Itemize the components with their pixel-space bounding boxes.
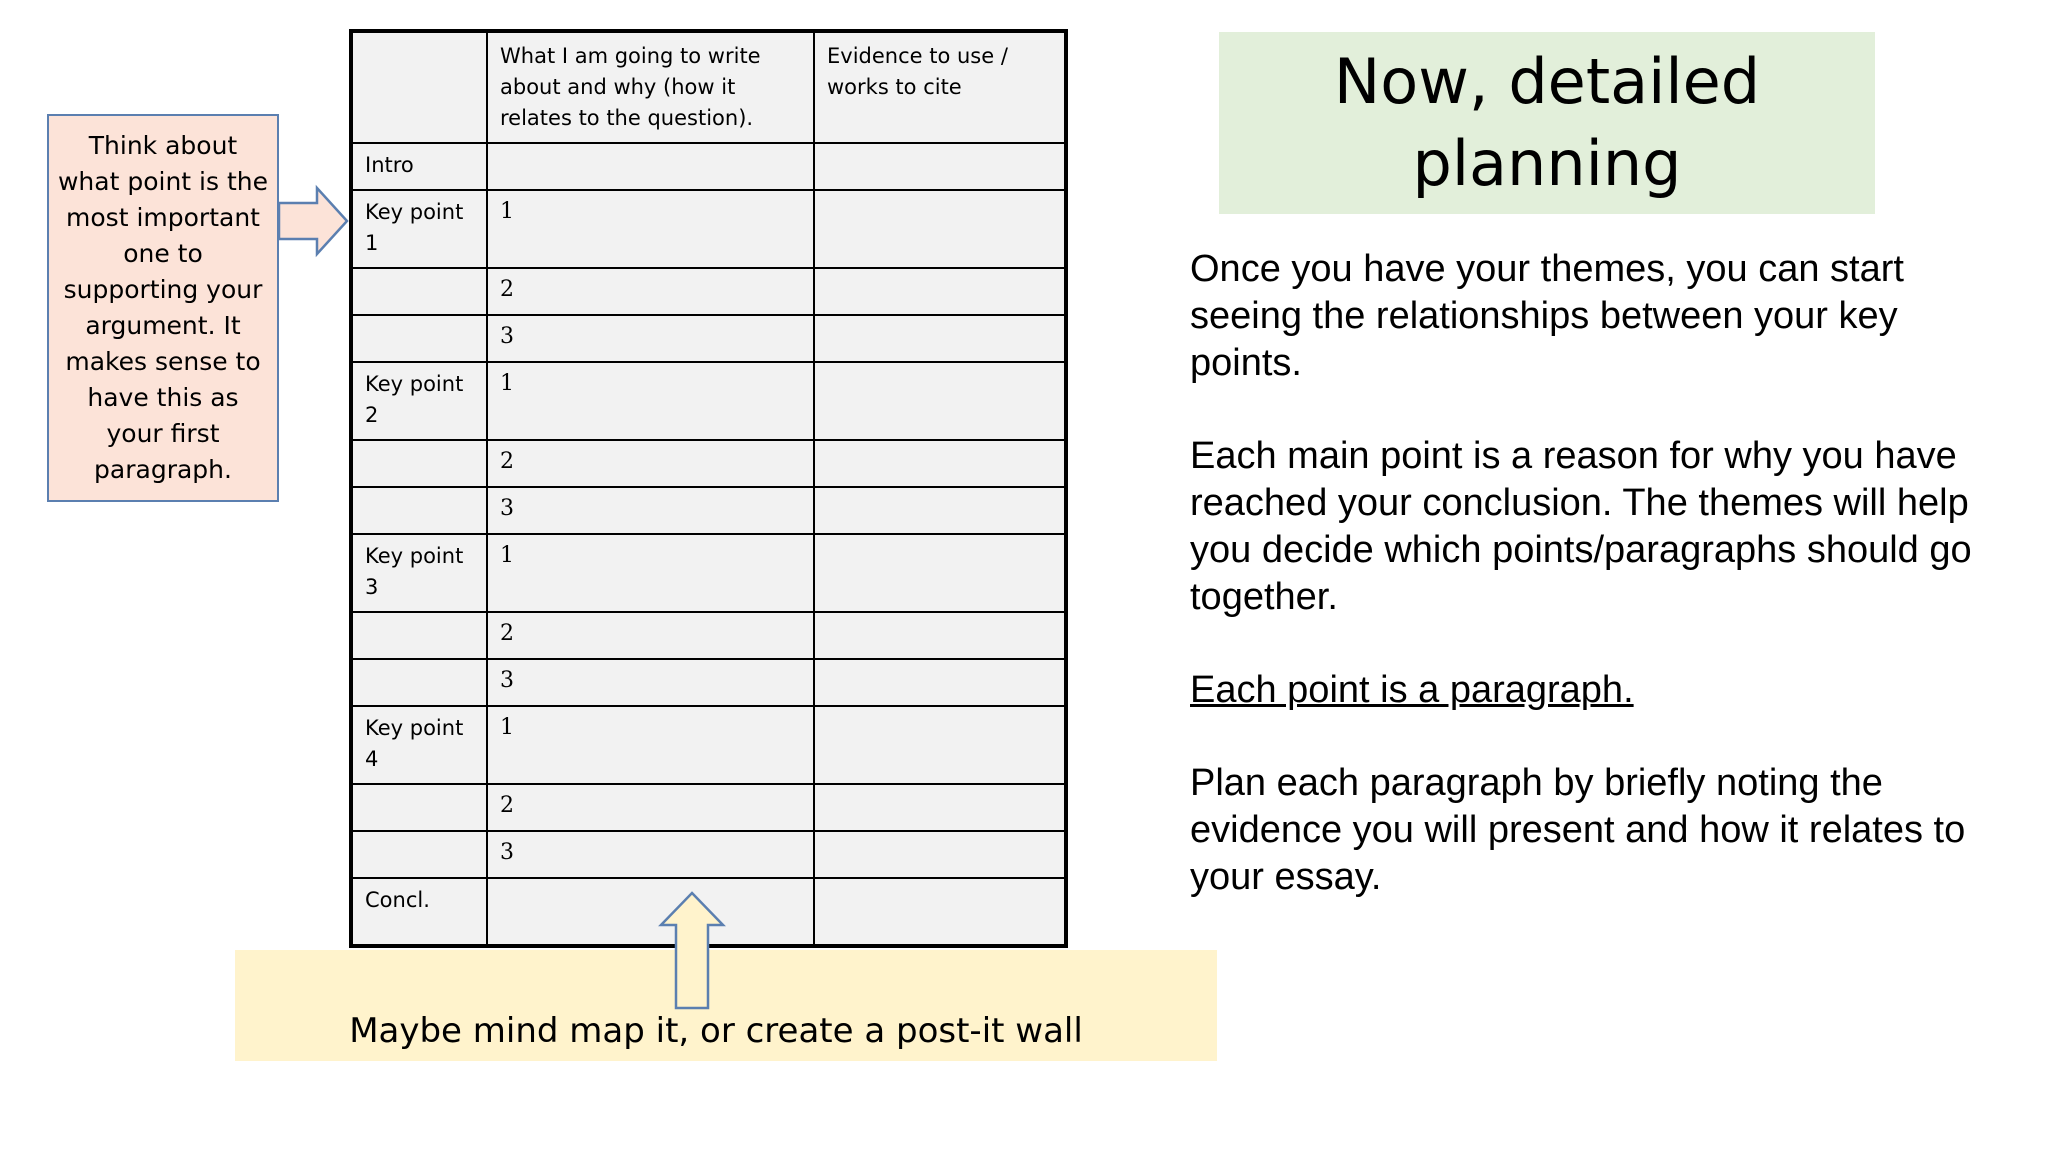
evidence-cell <box>814 659 1066 706</box>
row-number: 1 <box>487 706 814 784</box>
table-row <box>351 706 1066 784</box>
evidence-cell <box>814 190 1066 268</box>
row-number <box>487 878 814 946</box>
body-paragraph: Each main point is a reason for why you have reached your conclusion. The themes will help you decide which points/paragraphs should go together. <box>1190 435 1972 618</box>
table-row <box>351 612 1066 659</box>
row-label: Intro <box>351 143 487 190</box>
row-number: 1 <box>487 190 814 268</box>
evidence-cell <box>814 440 1066 487</box>
table-row <box>351 143 1066 190</box>
row-number: 3 <box>487 315 814 362</box>
evidence-cell <box>814 315 1066 362</box>
evidence-cell <box>814 268 1066 315</box>
table-header-row <box>351 31 1066 143</box>
row-label: Key point 4 <box>351 706 487 784</box>
body-paragraph: Once you have your themes, you can start seeing the relationships between your key points. <box>1190 248 1904 384</box>
table-row <box>351 534 1066 612</box>
title-box <box>1219 32 1875 214</box>
body-paragraph-underlined: Each point is a paragraph. <box>1190 669 1634 711</box>
header-cell-evidence: Evidence to use / works to cite <box>814 31 1066 143</box>
row-number: 2 <box>487 268 814 315</box>
evidence-cell <box>814 878 1066 946</box>
row-number: 2 <box>487 784 814 831</box>
table-row <box>351 487 1066 534</box>
row-label <box>351 784 487 831</box>
evidence-cell <box>814 612 1066 659</box>
header-cell-blank <box>351 31 487 143</box>
row-number: 2 <box>487 612 814 659</box>
table-row <box>351 315 1066 362</box>
row-label: Key point 2 <box>351 362 487 440</box>
callout-box <box>47 114 279 502</box>
row-label <box>351 659 487 706</box>
row-number <box>487 143 814 190</box>
row-number: 1 <box>487 534 814 612</box>
evidence-cell <box>814 831 1066 878</box>
table-row <box>351 440 1066 487</box>
row-number: 2 <box>487 440 814 487</box>
table-row <box>351 831 1066 878</box>
row-label <box>351 268 487 315</box>
evidence-cell <box>814 362 1066 440</box>
mindmap-band <box>235 950 1217 1061</box>
evidence-cell <box>814 487 1066 534</box>
row-label <box>351 487 487 534</box>
evidence-cell <box>814 534 1066 612</box>
row-number: 3 <box>487 487 814 534</box>
page-title: Now, detailed planning <box>1333 45 1761 200</box>
evidence-cell <box>814 784 1066 831</box>
table-row <box>351 362 1066 440</box>
evidence-cell <box>814 143 1066 190</box>
body-paragraph: Plan each paragraph by briefly noting the evidence you will present and how it relates to your essay. <box>1190 762 1966 898</box>
row-label: Concl. <box>351 878 487 946</box>
row-label <box>351 315 487 362</box>
row-label <box>351 612 487 659</box>
evidence-cell <box>814 706 1066 784</box>
table-row <box>351 268 1066 315</box>
table-row <box>351 784 1066 831</box>
row-number: 1 <box>487 362 814 440</box>
table-row <box>351 659 1066 706</box>
body-text <box>1190 246 2010 947</box>
row-label: Key point 1 <box>351 190 487 268</box>
row-label: Key point 3 <box>351 534 487 612</box>
table-row <box>351 190 1066 268</box>
mindmap-text: Maybe mind map it, or create a post-it wall <box>349 1011 1083 1051</box>
row-number: 3 <box>487 831 814 878</box>
row-label <box>351 831 487 878</box>
right-arrow-icon <box>279 186 351 258</box>
planning-table <box>349 29 1068 948</box>
header-cell-what: What I am going to write about and why (how it relates to the question). <box>487 31 814 143</box>
up-arrow-icon <box>658 892 726 1010</box>
row-number: 3 <box>487 659 814 706</box>
row-label <box>351 440 487 487</box>
callout-text: Think about what point is the most important one to supporting your argument. It makes sense to have this as your first paragraph. <box>57 131 268 484</box>
